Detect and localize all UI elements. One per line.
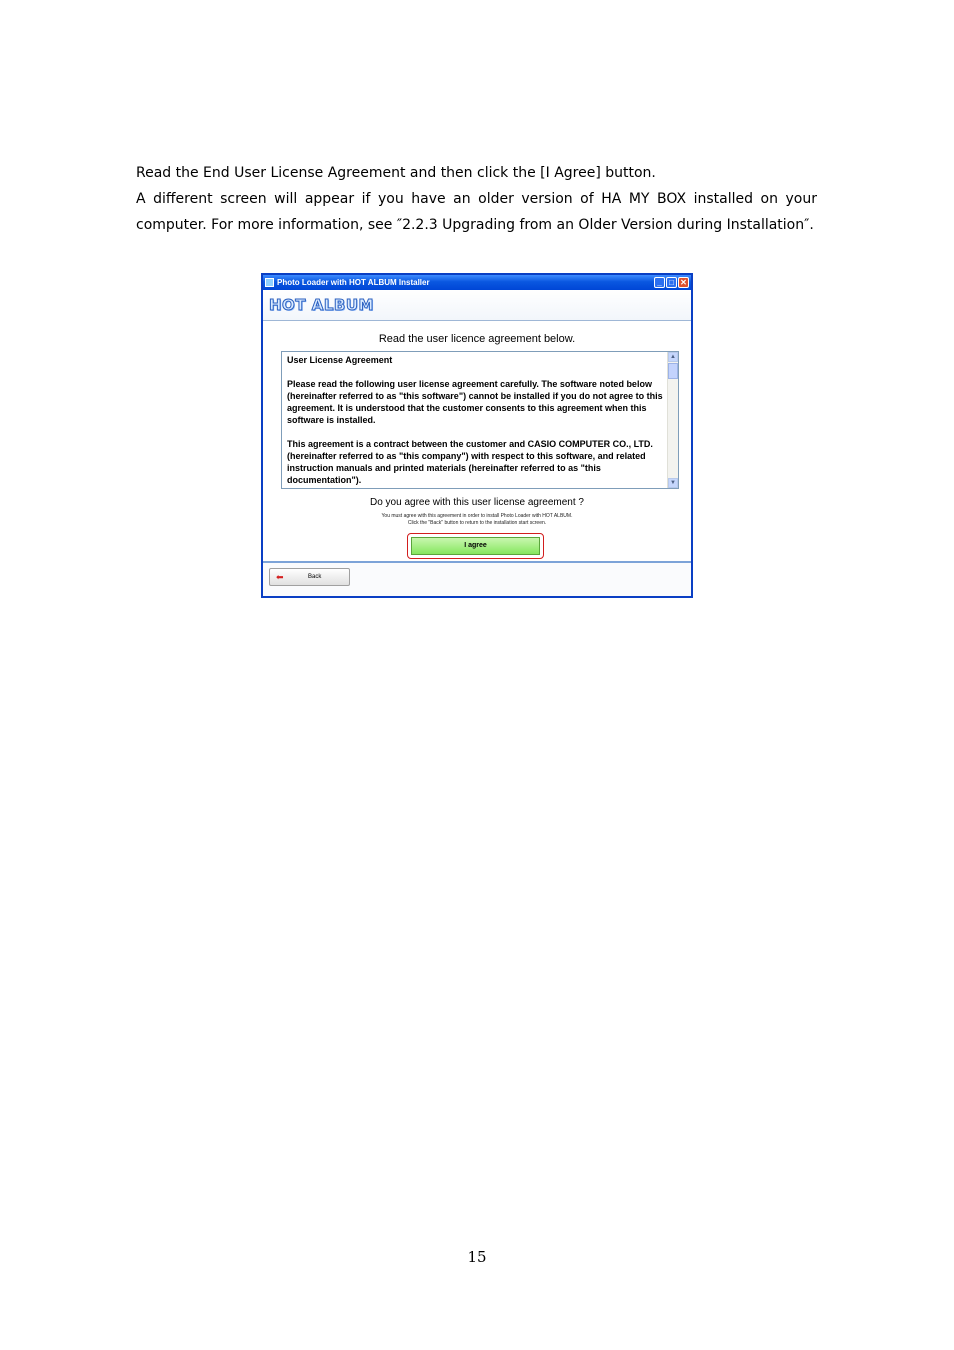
- window-titlebar[interactable]: [263, 275, 691, 290]
- upgrade-note-paragraph: A different screen will appear if you have an older version of HA MY BOX installed on your computer. For more information, see ″2.2.3 Upgrading from an Older Version during Installation″.: [136, 191, 817, 233]
- instruction-paragraph: Read the End User License Agreement and then click the [I Agree] button.: [136, 165, 656, 181]
- eula-paragraph-2: This agreement is a contract between the customer and CASIO COMPUTER CO., LTD. (hereinafter referred to as "this company") with respect to this software, and related instruction manuals and printed materials (hereinafter referred to as "this documentation").: [287, 439, 653, 485]
- eula-heading: User License Agreement: [287, 355, 393, 365]
- scroll-down-icon[interactable]: ▼: [668, 478, 678, 488]
- eula-content: [282, 352, 667, 488]
- installer-window: [261, 273, 693, 598]
- page-number: 15: [467, 1248, 487, 1266]
- app-icon: [265, 278, 274, 287]
- agree-button[interactable]: I agree: [411, 537, 540, 555]
- close-icon[interactable]: ✕: [678, 277, 689, 288]
- scroll-thumb[interactable]: [668, 363, 678, 379]
- window-footer: [263, 561, 691, 596]
- back-arrow-icon: ⬅: [276, 571, 284, 582]
- document-body: [136, 160, 817, 238]
- agree-highlight: [407, 533, 544, 559]
- eula-textbox[interactable]: [281, 351, 679, 489]
- agreement-hint-2: Click the "Back" button to return to the installation start screen.: [407, 520, 547, 526]
- back-button-label: Back: [308, 574, 322, 580]
- back-button[interactable]: [269, 568, 350, 586]
- eula-instruction: Read the user licence agreement below.: [378, 333, 576, 345]
- scroll-up-icon[interactable]: ▲: [668, 352, 678, 362]
- maximize-icon[interactable]: □: [666, 277, 677, 288]
- window-title: Photo Loader with HOT ALBUM Installer: [277, 278, 430, 287]
- agreement-question: Do you agree with this user license agreement ?: [369, 497, 584, 508]
- hot-album-logo: HOT ALBUM: [269, 296, 374, 314]
- minimize-icon[interactable]: _: [654, 277, 665, 288]
- agreement-hint-1: You must agree with this agreement in order to install Photo Loader with HOT ALBUM.: [381, 513, 573, 519]
- eula-scrollbar[interactable]: [667, 352, 678, 488]
- eula-paragraph-1: Please read the following user license agreement carefully. The software noted below (hereinafter referred to as "this software") cannot be installed if you do not agree to this agreement. It is understood that the customer consents to this agreement when this software is installed.: [287, 379, 663, 425]
- logo-bar: [263, 290, 691, 321]
